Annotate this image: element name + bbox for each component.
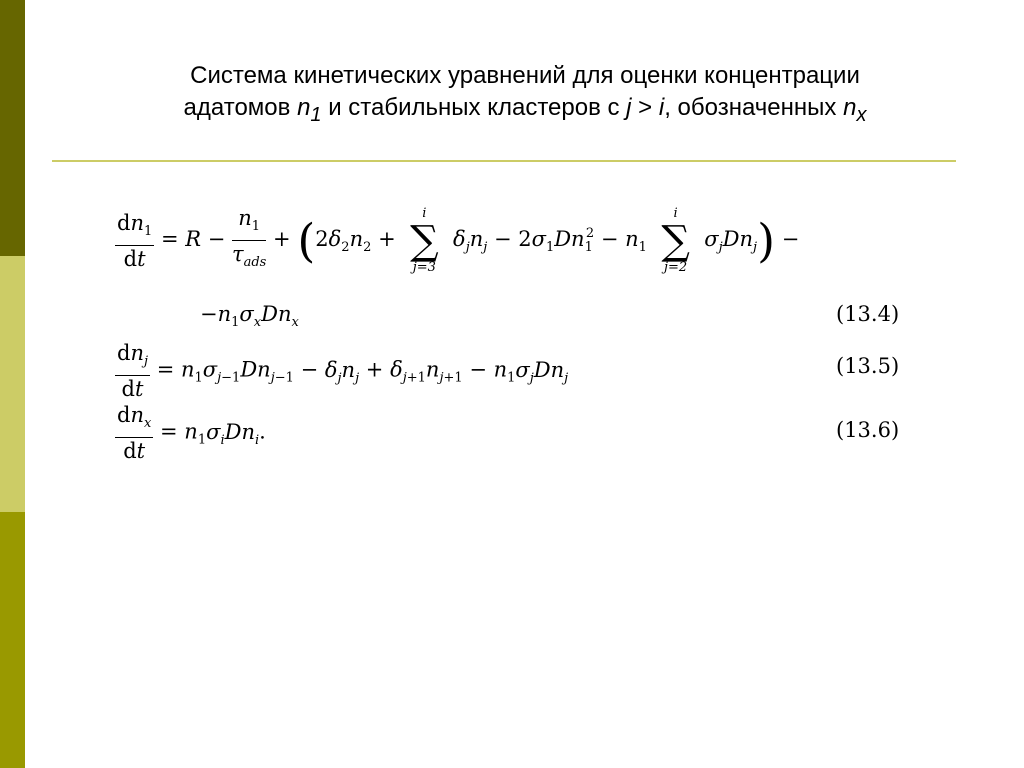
title-gt: > (631, 94, 659, 121)
fraction-dnj-dt: $\frac{dn_j}{dt}$ (117, 341, 149, 401)
title-text-a: адатомов (183, 94, 298, 121)
fraction-dn1-dt: $\frac{dn_1}{dt}$ (117, 210, 153, 271)
title-var-j: j (626, 94, 632, 121)
title-text-b: и стабильных кластеров с (321, 94, 627, 121)
title-line-2 (60, 92, 990, 131)
divider-line (52, 160, 956, 162)
sum-j2: i ∑ j=2 (661, 205, 690, 275)
title-sub-x: x (856, 103, 867, 126)
equation-13-4-line2: $-n_1\sigma_xDn_x$ (200, 302, 299, 330)
sidebar-block-light (0, 256, 25, 512)
equation-13-4-line1: $\frac{dn_1}{dt}$ = R − $\frac{n_1}{\tau_{ads}}$ + ($2\delta_2n_2$ + i ∑ j=3 $\delta_jn_j - 2\sigma_1Dn_1^2 - n_1$ i ∑ j=2 $\sigma_jDn_j$) − (117, 205, 800, 275)
sum-j3: i ∑ j=3 (410, 205, 439, 275)
title-text-c: , обозначенных (664, 94, 844, 121)
sidebar-block-dark (0, 0, 25, 256)
fraction-dnx-dt: $\frac{dn_x}{dt}$ (117, 403, 152, 463)
title-line-1: Система кинетических уравнений для оценки концентрации (190, 62, 860, 89)
sidebar-block-olive (0, 512, 25, 768)
sidebar-decoration (0, 0, 25, 768)
equation-number-13-5: (13.5) (836, 354, 900, 378)
title-var-n2: n (843, 94, 857, 121)
equation-number-13-6: (13.6) (836, 418, 900, 442)
title-sub-1: 1 (310, 103, 322, 126)
title-var-n: n (297, 94, 311, 121)
equation-number-13-4: (13.4) (836, 302, 900, 326)
slide-title (60, 60, 990, 131)
equation-13-5: $\frac{dn_j}{dt}$ = $n_1\sigma_{j-1}Dn_{j-1} - \delta_jn_j + \delta_{j+1}n_{j+1} - n_1\sigma_jDn_j$ (117, 341, 569, 401)
equation-13-6: $\frac{dn_x}{dt}$ = $n_1\sigma_iDn_i$. (117, 403, 266, 463)
fraction-n1-tau: $\frac{n_1}{\tau_{ads}}$ (231, 206, 267, 270)
title-var-i: i (658, 94, 665, 121)
